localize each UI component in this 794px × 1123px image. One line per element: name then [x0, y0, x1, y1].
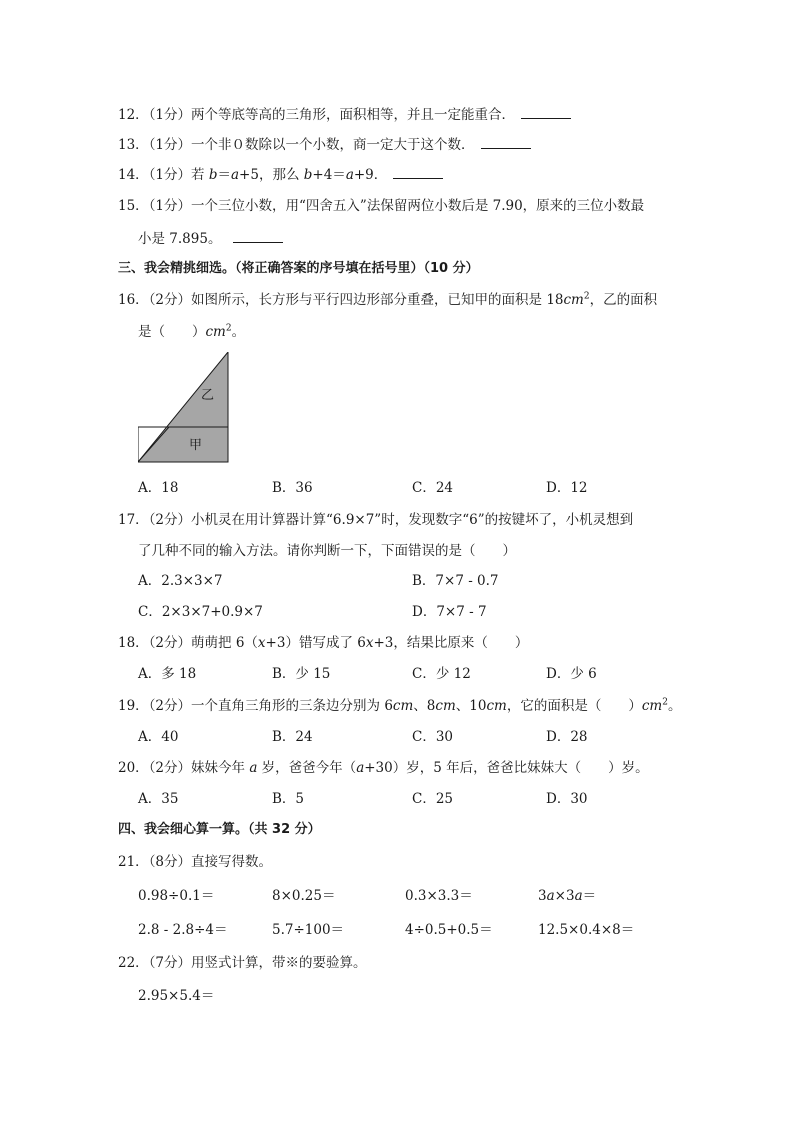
option-a[interactable]: A．2.3×3×7 — [138, 573, 223, 589]
question-text: 了几种不同的输入方法。请你判断一下，下面错误的是（ ） — [138, 543, 516, 559]
question-score: （2分） — [148, 698, 192, 714]
question-text: +3）错写成了 6 — [265, 635, 366, 651]
question-17-cont — [138, 541, 516, 561]
question-text: 小机灵在用计算器计算“6.9×7”时，发现数字“6”的按键坏了，小机灵想到 — [191, 512, 634, 528]
question-text: +4＝ — [312, 167, 346, 183]
question-16-cont — [138, 322, 245, 342]
question-number: 13． — [118, 137, 149, 153]
section-title: 四、我会细心算一算。（共 32 分） — [118, 822, 321, 837]
question-15 — [118, 196, 644, 216]
question-22 — [118, 953, 367, 973]
question-text: 两个等底等高的三角形，面积相等，并且一定能重合． — [191, 107, 516, 123]
question-number: 12． — [118, 107, 149, 123]
unit: cm — [563, 292, 584, 308]
question-number: 18． — [118, 635, 149, 651]
question-17 — [118, 510, 633, 530]
question-score: （1分） — [148, 107, 192, 123]
calc-item: 5.7÷100＝ — [272, 922, 345, 938]
question-score: （2分） — [148, 760, 192, 776]
question-number: 15． — [118, 198, 149, 214]
answer-blank[interactable] — [481, 134, 531, 149]
question-13 — [118, 134, 531, 155]
question-text: 妹妹今年 — [191, 760, 250, 776]
question-19 — [118, 696, 681, 716]
jia-region — [138, 427, 228, 462]
option-c[interactable]: C．25 — [412, 791, 454, 807]
option-d[interactable]: D．30 — [546, 791, 588, 807]
question-text: 。 — [231, 324, 246, 340]
calc-item: 12.5×0.4×8＝ — [538, 922, 635, 938]
question-text: 小是 7.895。 — [138, 231, 222, 247]
option-b[interactable]: B．少 15 — [272, 666, 331, 682]
unit: cm — [486, 698, 507, 714]
fig-label-yi: 乙 — [201, 388, 215, 403]
option-d[interactable]: D．28 — [546, 729, 588, 745]
calc-item: 0.98÷0.1＝ — [138, 888, 215, 904]
overlap-figure — [138, 352, 234, 464]
variable: a — [356, 760, 365, 776]
option-c[interactable]: C．2×3×7+0.9×7 — [138, 604, 263, 620]
question-text: 如图所示，长方形与平行四边形部分重叠，已知甲的面积是 18 — [191, 292, 564, 308]
option-c[interactable]: C．30 — [412, 729, 454, 745]
question-text: 用竖式计算，带※的要验算。 — [191, 955, 367, 971]
question-text: 一个非０数除以一个小数，商一定大于这个数． — [191, 137, 475, 153]
option-b[interactable]: B．5 — [272, 791, 305, 807]
question-score: （8分） — [148, 854, 192, 870]
section-title: 三、我会精挑细选。（将正确答案的序号填在括号里）（10 分） — [118, 261, 479, 276]
variable: b — [208, 167, 218, 183]
calc-item: 2.95×5.4＝ — [138, 988, 215, 1004]
question-18 — [118, 633, 528, 653]
calc-item: 8×0.25＝ — [272, 888, 336, 904]
question-text: 岁，爸爸今年（ — [257, 760, 357, 776]
question-text: 、10 — [455, 698, 487, 714]
question-21 — [118, 852, 272, 872]
question-text: 是（ ） — [138, 324, 206, 340]
question-number: 17． — [118, 512, 149, 528]
question-text: +5，那么 — [239, 167, 304, 183]
option-a[interactable]: A．多 18 — [138, 666, 197, 682]
question-14 — [118, 164, 443, 185]
question-number: 14． — [118, 167, 149, 183]
question-score: （1分） — [148, 198, 192, 214]
question-score: （7分） — [148, 955, 192, 971]
option-b[interactable]: B．24 — [272, 729, 313, 745]
question-20 — [118, 758, 649, 778]
exponent: 2 — [583, 291, 590, 302]
question-number: 22． — [118, 955, 149, 971]
question-text: ，它的面积是（ ） — [506, 698, 642, 714]
question-score: （2分） — [148, 635, 192, 651]
question-12 — [118, 104, 571, 125]
answer-blank[interactable] — [521, 104, 571, 119]
question-text: 、8 — [413, 698, 436, 714]
answer-blank[interactable] — [233, 228, 283, 243]
calc-item: 2.8 - 2.8÷4＝ — [138, 922, 228, 938]
variable: a — [230, 167, 240, 183]
calc-text: ＝ — [582, 888, 597, 904]
question-text: +3，结果比原来（ ） — [373, 635, 529, 651]
option-d[interactable]: D．7×7 - 7 — [412, 604, 487, 620]
option-b[interactable]: B．7×7 - 0.7 — [412, 573, 499, 589]
option-a[interactable]: A．35 — [138, 791, 179, 807]
question-15-cont — [138, 228, 283, 249]
question-text: 。 — [667, 698, 682, 714]
variable: a — [546, 888, 555, 904]
option-b[interactable]: B．36 — [272, 480, 313, 496]
question-score: （2分） — [148, 512, 192, 528]
question-text: ，乙的面积 — [589, 292, 658, 308]
question-text: 直接写得数。 — [191, 854, 273, 870]
exponent: 2 — [225, 323, 232, 334]
calc-item — [538, 886, 596, 906]
option-c[interactable]: C．少 12 — [412, 666, 471, 682]
answer-blank[interactable] — [393, 164, 443, 179]
unit: cm — [435, 698, 456, 714]
option-a[interactable]: A．18 — [138, 480, 179, 496]
exponent: 2 — [662, 697, 668, 708]
variable: a — [249, 760, 258, 776]
question-text: ＝ — [217, 167, 231, 183]
question-text: 若 — [191, 167, 209, 183]
calc-text: 3 — [538, 888, 547, 904]
question-number: 20． — [118, 760, 149, 776]
fig-label-jia: 甲 — [189, 438, 203, 453]
question-score: （1分） — [148, 137, 192, 153]
question-score: （2分） — [148, 292, 192, 308]
question-text: +9． — [353, 167, 388, 183]
option-d[interactable]: D．12 — [546, 480, 588, 496]
variable: x — [257, 635, 266, 651]
question-score: （1分） — [148, 167, 192, 183]
calc-item: 4÷0.5+0.5＝ — [405, 922, 493, 938]
calc-item: 0.3×3.3＝ — [405, 888, 473, 904]
question-text: 萌萌把 6（ — [191, 635, 258, 651]
variable: a — [345, 167, 354, 183]
option-a[interactable]: A．40 — [138, 729, 179, 745]
variable: b — [303, 167, 313, 183]
calc-text: ×3 — [554, 888, 575, 904]
unit: cm — [641, 698, 663, 714]
option-c[interactable]: C．24 — [412, 480, 454, 496]
question-text: 一个三位小数，用“四舍五入”法保留两位小数后是 7.90，原来的三位小数最 — [191, 198, 645, 214]
question-number: 19． — [118, 698, 149, 714]
question-number: 16． — [118, 292, 149, 308]
variable: a — [574, 888, 583, 904]
question-16 — [118, 290, 657, 310]
question-number: 21． — [118, 854, 149, 870]
variable: x — [365, 635, 374, 651]
question-text: +30）岁，5 年后，爸爸比妹妹大（ ）岁。 — [364, 760, 649, 776]
unit: cm — [392, 698, 414, 714]
question-text: 一个直角三角形的三条边分别为 6 — [191, 698, 393, 714]
option-d[interactable]: D．少 6 — [546, 666, 597, 682]
unit: cm — [205, 324, 226, 340]
